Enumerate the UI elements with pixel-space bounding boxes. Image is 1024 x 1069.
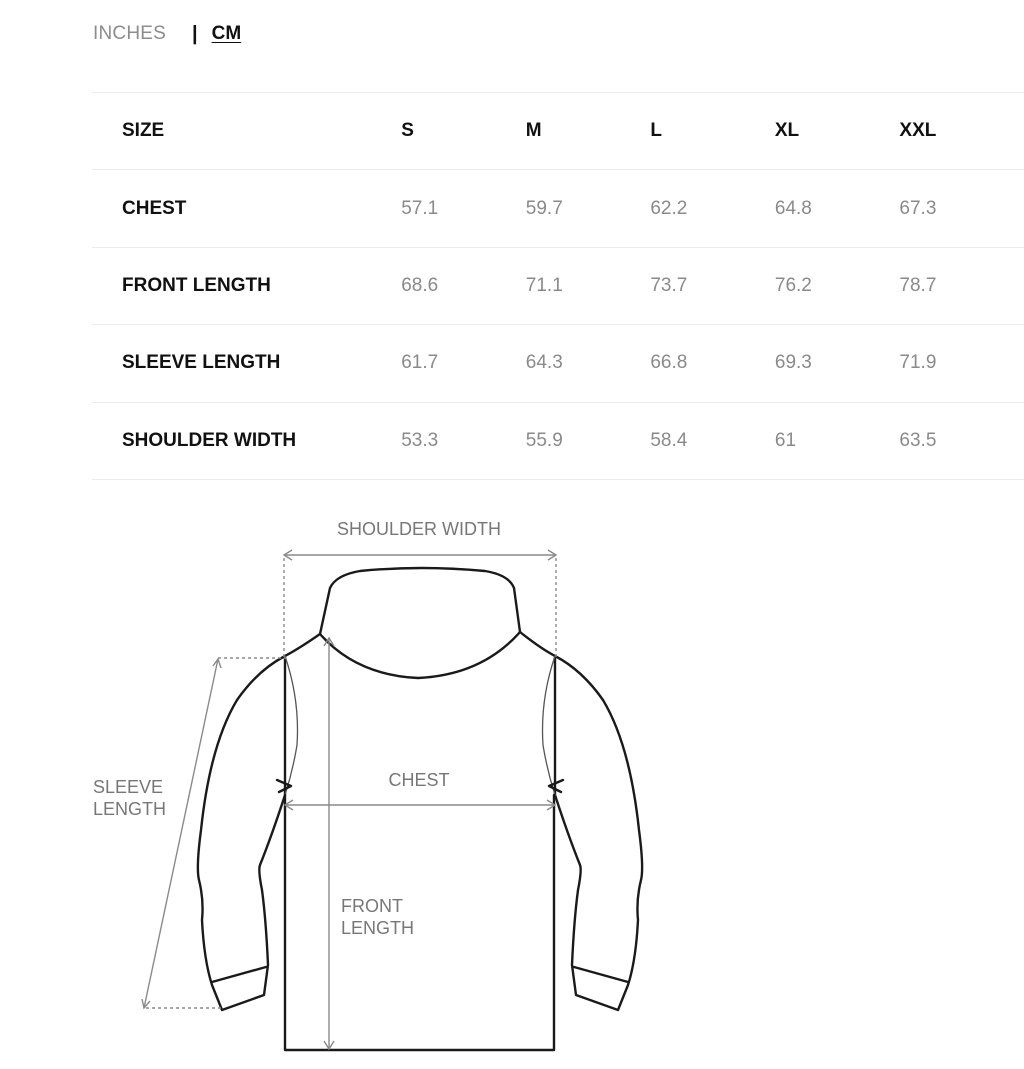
table-cell: 69.3: [774, 352, 812, 374]
table-row: [92, 325, 1024, 402]
cm-option[interactable]: CM: [211, 23, 242, 44]
chest-label: CHEST: [388, 770, 450, 790]
row-label-sleeve-length: SLEEVE LENGTH: [122, 352, 281, 374]
size-header-s: S: [401, 120, 414, 142]
hoodie-outline-icon: [198, 568, 642, 1050]
table-cell: 53.3: [401, 429, 439, 451]
table-cell: 68.6: [401, 274, 439, 296]
table-cell: 59.7: [525, 197, 563, 219]
table-cell: 76.2: [774, 274, 812, 296]
front-length-label-line2: LENGTH: [341, 918, 415, 938]
size-header-xl: XL: [774, 120, 800, 142]
table-cell: 58.4: [650, 429, 688, 451]
table-cell: 73.7: [650, 274, 688, 296]
shoulder-width-label: SHOULDER WIDTH: [336, 519, 502, 539]
unit-separator: |: [192, 22, 198, 45]
table-cell: 63.5: [899, 429, 937, 451]
hoodie-measurement-diagram: [0, 480, 720, 1069]
size-header-label: SIZE: [122, 120, 165, 142]
size-header-m: M: [525, 120, 542, 142]
table-row: [92, 247, 1024, 324]
sleeve-length-label-line1: SLEEVE: [93, 777, 164, 797]
table-cell: 66.8: [650, 352, 688, 374]
inches-option[interactable]: INCHES: [93, 23, 166, 44]
table-cell: 61.7: [401, 352, 439, 374]
row-label-chest: CHEST: [122, 197, 187, 219]
table-cell: 55.9: [525, 429, 563, 451]
row-label-front-length: FRONT LENGTH: [122, 274, 271, 296]
table-header-row: [92, 93, 1024, 170]
size-header-l: L: [650, 120, 662, 142]
front-length-label-line1: FRONT: [341, 896, 403, 916]
table-cell: 62.2: [650, 197, 688, 219]
table-cell: 64.3: [525, 352, 563, 374]
table-row: [92, 402, 1024, 479]
size-chart-table: [92, 92, 1024, 480]
size-header-xxl: XXL: [899, 120, 937, 142]
table-cell: 57.1: [401, 197, 439, 219]
table-cell: 64.8: [774, 197, 812, 219]
table-cell: 71.1: [525, 274, 563, 296]
table-row: [92, 170, 1024, 247]
table-cell: 71.9: [899, 352, 937, 374]
table-cell: 61: [774, 429, 797, 451]
table-cell: 67.3: [899, 197, 937, 219]
unit-toggle: [93, 20, 241, 48]
row-label-shoulder-width: SHOULDER WIDTH: [122, 429, 297, 451]
sleeve-length-label-line2: LENGTH: [93, 799, 167, 819]
table-cell: 78.7: [899, 274, 937, 296]
